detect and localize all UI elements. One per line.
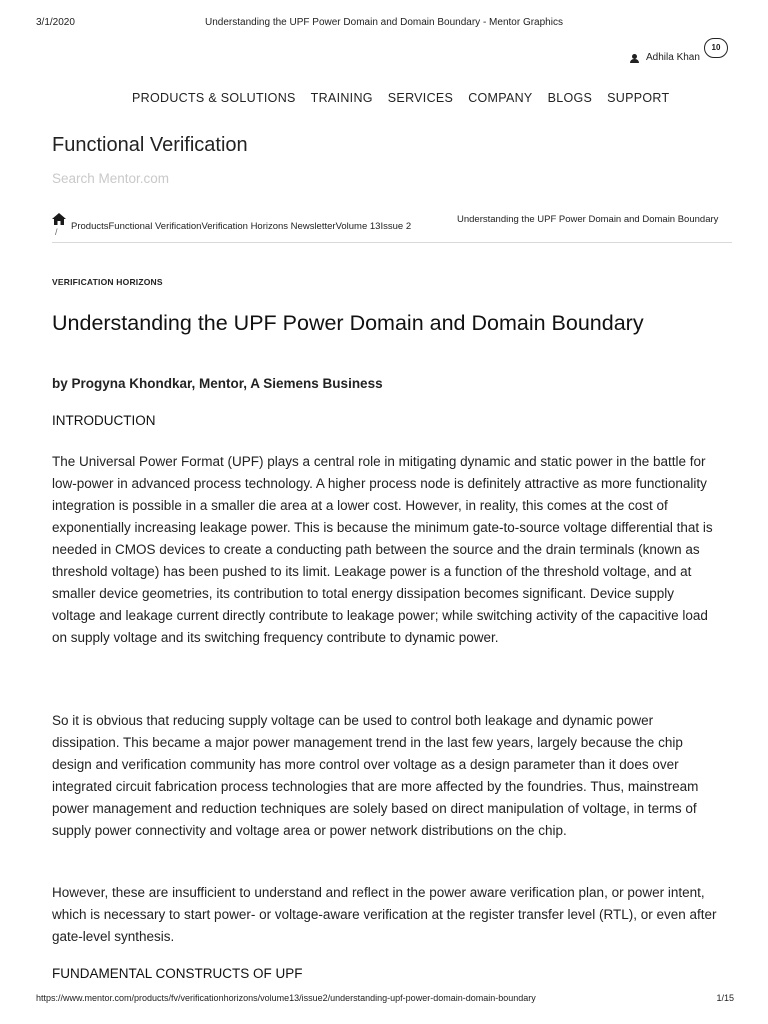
breadcrumb-separator: /	[55, 227, 58, 237]
notification-badge[interactable]: 10	[704, 38, 728, 58]
article-kicker[interactable]: VERIFICATION HORIZONS	[52, 277, 163, 287]
nav-item-training[interactable]: TRAINING	[310, 91, 373, 105]
nav-item-support[interactable]: SUPPORT	[607, 91, 670, 105]
print-date: 3/1/2020	[36, 17, 75, 28]
article-paragraph-1: The Universal Power Format (UPF) plays a central role in mitigating dynamic and static power in the battle for low-power in advanced process technology. A higher process node is definitely attractive as more functionality integration is possible in a smaller die area at a lower cost. However, in reality, this comes at the cost of exponentially increasing leakage power. This is because the minimum gate-to-source voltage differential that is needed in CMOS devices to create a conducting path between the source and the drain terminals (known as threshold voltage) has been pushed to its limit. Leakage power is a function of the threshold voltage, and at smaller device geometries, its contribution to total energy dissipation becomes significant. Device supply voltage and leakage current directly contribute to leakage power; while switching activity of the capacitive load on supply voltage and its switching frequency contribute to dynamic power.	[52, 454, 713, 645]
home-icon[interactable]	[52, 213, 66, 225]
breadcrumb-current: Understanding the UPF Power Domain and Domain Boundary	[457, 214, 719, 225]
intro-heading: INTRODUCTION	[52, 413, 156, 428]
nav-item-blogs[interactable]: BLOGS	[547, 91, 593, 105]
article-paragraph-2: So it is obvious that reducing supply voltage can be used to control both leakage and dynamic power dissipation. This became a major power management trend in the last few years, largely because the chip design and verification community has more control over voltage as a design parameter than it does over integrated circuit fabrication process technologies that are more affected by the foundries. Thus, mainstream power management and reduction techniques are solely based on direct manipulation of voltage, in terms of supply power connectivity and voltage area or power network distributions on the chip.	[52, 713, 699, 838]
section-title[interactable]: Functional Verification	[52, 134, 248, 156]
breadcrumb	[52, 211, 732, 243]
nav-item-services[interactable]: SERVICES	[387, 91, 454, 105]
nav-item-company[interactable]: COMPANY	[468, 91, 533, 105]
breadcrumb-items	[71, 221, 411, 232]
article-byline: by Progyna Khondkar, Mentor, A Siemens Business	[52, 376, 383, 391]
article-title: Understanding the UPF Power Domain and Domain Boundary	[52, 311, 644, 335]
print-page-number: 1/15	[716, 993, 734, 1003]
search-input[interactable]: Search Mentor.com	[52, 171, 170, 186]
breadcrumb-item-issue[interactable]: Issue 2	[380, 221, 412, 232]
fundamental-constructs-heading: FUNDAMENTAL CONSTRUCTS OF UPF	[52, 966, 303, 981]
user-name[interactable]: Adhila Khan	[646, 52, 700, 63]
breadcrumb-item-volume[interactable]: Volume 13	[335, 221, 381, 232]
print-url[interactable]: https://www.mentor.com/products/fv/verificationhorizons/volume13/issue2/understanding-upf-power-domain-domain-boundary	[36, 993, 536, 1003]
breadcrumb-item-products[interactable]: Products	[71, 221, 109, 232]
nav-item-products-solutions[interactable]: PRODUCTS & SOLUTIONS	[132, 91, 296, 105]
print-page-title: Understanding the UPF Power Domain and Domain Boundary - Mentor Graphics	[205, 17, 563, 28]
article-paragraph-3: However, these are insufficient to understand and reflect in the power aware verification plan, or power intent, which is necessary to start power- or voltage-aware verification at the register transfer level (RTL), or even after gate-level synthesis.	[52, 885, 717, 944]
user-menu[interactable]	[630, 38, 740, 68]
breadcrumb-item-functional-verification[interactable]: Functional Verification	[108, 221, 202, 232]
main-nav	[132, 91, 669, 105]
user-icon	[630, 54, 639, 64]
breadcrumb-item-verification-horizons[interactable]: Verification Horizons Newsletter	[201, 221, 336, 232]
